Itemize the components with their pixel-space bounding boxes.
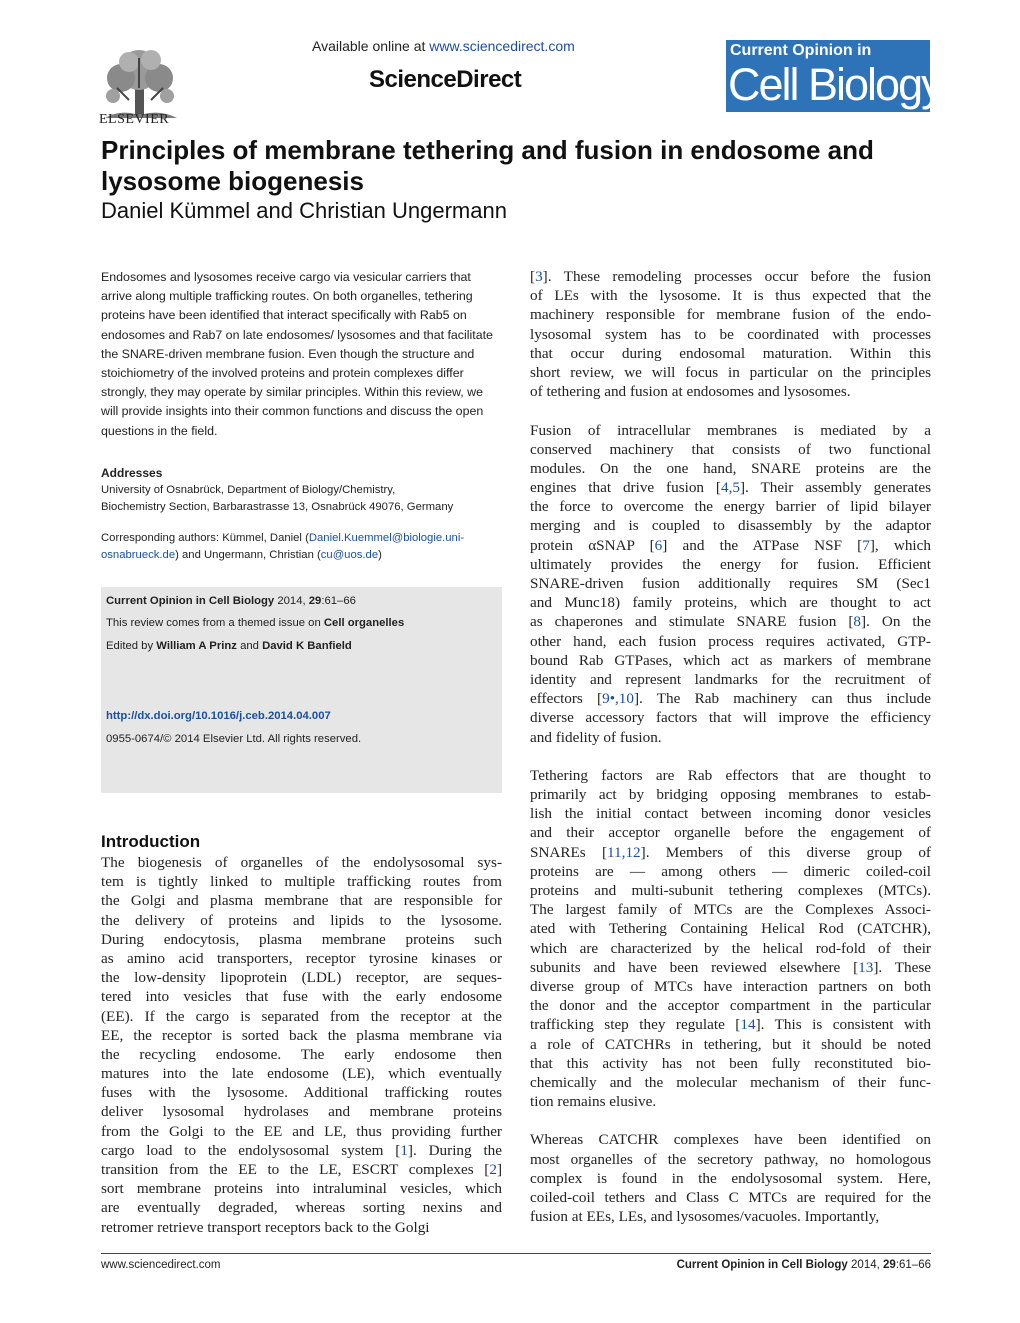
text-line: fusion at EEs, LEs, and lysosomes/vacuoles. Importantly, — [530, 1208, 880, 1226]
editor-1: William A Prinz — [156, 640, 237, 652]
text-line: transition from the EE to the LE, ESCRT complexes [2] — [101, 1161, 502, 1178]
text-line: of LEs with the lysosome. It is thus expected that the — [530, 287, 931, 305]
text-line: (EE). If the cargo is separated from the receptor at the — [101, 1007, 502, 1025]
paragraph-tethering-factors — [530, 766, 931, 1111]
copyright-text: 2014 Elsevier Ltd. All rights reserved. — [174, 733, 362, 745]
text-line: The biogenesis of organelles of the endolysosomal sys- — [101, 854, 502, 871]
text-line: retromer retrieve transport receptors back to the Golgi — [101, 1218, 430, 1236]
text-line: are eventually degraded, whereas sorting nexins and — [101, 1199, 502, 1217]
text-line: lysosomal system has to be coordinated with processes — [530, 325, 931, 343]
right-column — [530, 267, 931, 1246]
text-line: EE, the receptor is sorted back the plasma membrane via — [101, 1026, 502, 1044]
info-journal: Current Opinion in Cell Biology — [106, 595, 275, 607]
text-line: the recycling endosome. The early endosome then — [101, 1045, 502, 1063]
text-line: fuses with the lysosome. Additional trafficking routes — [101, 1084, 502, 1102]
footer-divider — [101, 1253, 931, 1254]
journal-badge — [726, 40, 942, 112]
text-line: matures into the late endosome (LE), which eventually — [101, 1065, 502, 1083]
text-line: chemically and the molecular mechanism of their func- — [530, 1073, 931, 1091]
sciencedirect-link[interactable]: www.sciencedirect.com — [429, 38, 575, 54]
journal-badge-top: Current Opinion in — [730, 42, 872, 59]
text-line: modules. On the one hand, SNARE proteins are the — [530, 459, 931, 477]
text-line: as chaperones and stimulate SNARE fusion [8]. On the — [530, 613, 931, 631]
text-line: coiled-coil tethers and Class C MTCs are required for the — [530, 1189, 931, 1206]
text-line: identity and represent landmarks for the recruitment of — [530, 670, 931, 688]
address-line-2: Biochemistry Section, Barbarastrasse 13, Osnabrück 49076, Germany — [101, 500, 454, 513]
info-volume: 29 — [308, 595, 322, 607]
footer-volume: 29 — [883, 1259, 896, 1271]
journal-badge-main: Cell Biology — [728, 59, 942, 110]
editor-2: David K Banfield — [262, 640, 352, 652]
text-line: from the Golgi to the EE and LE, thus providing further — [101, 1122, 502, 1140]
text-line: the force to overcome the energy barrier of lipid bilayer — [530, 498, 931, 516]
text-line: a role of CATCHRs in tethering, but it should be noted — [530, 1035, 931, 1053]
text-line: engines that drive fusion [4,5]. Their assembly generates — [530, 479, 931, 497]
text-line: as amino acid transporters, receptor tyrosine kinases or — [101, 949, 502, 967]
text-line: Fusion of intracellular membranes is mediated by a — [530, 421, 931, 439]
corresponding-authors — [101, 530, 506, 563]
addresses-heading: Addresses — [101, 466, 163, 480]
text-line: proteins are — among others — dimeric coiled-coil — [530, 862, 931, 880]
edited-prefix: Edited by — [106, 640, 154, 652]
text-line: short review, we will focus in particular on the principles — [530, 363, 931, 381]
info-copyright — [106, 733, 361, 745]
text-line: [3]. These remodeling processes occur before the fusion — [530, 268, 931, 285]
theme-name: Cell organelles — [323, 617, 405, 629]
text-line: ultimately provides the energy for fusion. Efficient — [530, 555, 931, 573]
text-line: tem is tightly linked to multiple trafficking routes from — [101, 873, 502, 891]
abstract: Endosomes and lysosomes receive cargo via vesicular carriers that arrive along multiple trafficking routes. On both organelles, tethering proteins have been identified that interact specifically with Rab5 on endosomes and Rab7 on late endosomes/ lysosomes and that facilitate the SNARE-driven membrane fusion. Even though the structure and stoichiometry of the involved proteins and protein complexes differ strongly, they may operate by similar principles. Within this review, we will provide insights into their common functions and discuss the open questions in the field. — [101, 270, 493, 438]
text-line: that occur during endosomal maturation. Within this — [530, 344, 931, 362]
text-line: of tethering and fusion at endosomes and lysosomes. — [530, 383, 851, 401]
text-line: The largest family of MTCs are the Complexes Associ- — [530, 901, 931, 919]
email-kuemmel-link-a[interactable]: Daniel.Kuemmel@biologie.uni- — [308, 532, 465, 544]
text-line: that this activity has not been fully reconstituted bio- — [530, 1054, 931, 1072]
text-line: effectors [9•,10]. The Rab machinery can thus include — [530, 690, 931, 708]
info-year: 2014, — [277, 595, 306, 607]
text-line: subunits and have been reviewed elsewhere [13]. These — [530, 958, 932, 976]
article-title: Principles of membrane tethering and fusion in endosome and lysosome biogenesis — [101, 135, 874, 196]
text-line: machinery responsible for membrane fusion of the endo- — [530, 306, 931, 324]
footer-year: 2014, — [851, 1259, 880, 1271]
editors-and: and — [240, 640, 259, 652]
footer-journal: Current Opinion in Cell Biology — [676, 1259, 848, 1271]
info-editors — [106, 640, 352, 652]
text-line: and Munc18) family proteins, which are thought to act — [530, 594, 931, 612]
text-line: Tethering factors are Rab effectors that are thought to — [530, 766, 931, 784]
article-authors: Daniel Kümmel and Christian Ungermann — [101, 198, 507, 223]
publisher-name: ELSEVIER — [99, 112, 170, 127]
corresp-middle: ) and Ungermann, Christian ( — [175, 548, 321, 561]
email-ungermann-link[interactable]: cu@uos.de — [320, 548, 379, 561]
text-line: tion remains elusive. — [530, 1093, 657, 1111]
text-line: primarily act by bridging opposing membranes to estab- — [530, 786, 931, 804]
paragraph-catchr — [530, 1130, 931, 1226]
available-online — [312, 38, 575, 54]
text-line: the donor and the acceptor compartment in the particular — [530, 997, 931, 1015]
paragraph-fusion-machinery — [530, 421, 931, 747]
addresses-text — [101, 482, 501, 515]
introduction-body — [101, 853, 502, 1237]
text-line: SNARE-driven fusion additionally requires SM (Sec1 — [530, 575, 931, 592]
footer-pages: :61–66 — [895, 1259, 931, 1271]
footer-url-link[interactable]: www.sciencedirect.com — [101, 1259, 221, 1271]
text-line: conserved machinery that consists of two functional — [530, 440, 931, 458]
issn: 0955-0674/ — [106, 733, 164, 745]
info-pages: :61–66 — [321, 595, 356, 607]
text-line: ated with Tethering Containing Helical Rod (CATCHR), — [530, 920, 931, 938]
text-line: the delivery of proteins and lipids to the lysosome. — [101, 911, 502, 929]
footer-citation — [677, 1259, 931, 1271]
text-line: bound Rab GTPases, which act as markers of membrane — [530, 651, 931, 669]
available-prefix: Available online at — [312, 38, 426, 54]
text-line: tered into vesicles that fuse with the early endosome — [101, 988, 502, 1006]
text-line: Whereas CATCHR complexes have been identified on — [530, 1131, 931, 1149]
paragraph-remodeling — [530, 267, 931, 401]
text-line: trafficking step they regulate [14]. This is consistent with — [530, 1016, 931, 1034]
email-kuemmel-link-b[interactable]: osnabrueck.de — [101, 548, 176, 561]
text-line: which are characterized by the helical rod-fold of their — [530, 939, 931, 957]
text-line: merging and is coupled to disassembly by the adaptor — [530, 517, 931, 535]
theme-prefix: This review comes from a themed issue on — [106, 617, 321, 629]
text-line: the Golgi and plasma membrane that are responsible for — [101, 892, 502, 910]
article-info-box — [101, 587, 502, 793]
text-line: and fidelity of fusion. — [530, 728, 662, 746]
info-citation — [106, 595, 356, 607]
corresp-suffix: ) — [378, 548, 382, 561]
introduction-heading: Introduction — [101, 832, 201, 851]
text-line: protein αSNAP [6] and the ATPase NSF [7], which — [530, 536, 931, 554]
text-line: deliver lysosomal hydrolases and membrane proteins — [101, 1103, 502, 1121]
text-line: cargo load to the endolysosomal system [1]. During the — [101, 1141, 502, 1159]
text-line: other hand, each fusion process requires activated, GTP- — [530, 632, 931, 650]
sciencedirect-brand: ScienceDirect — [369, 66, 522, 93]
text-line: proteins and multi-subunit tethering complexes (MTCs). — [530, 882, 931, 899]
text-line: sort membrane proteins into intraluminal vesicles, which — [101, 1180, 502, 1198]
info-theme — [106, 617, 404, 629]
text-line: diverse accessory factors that will improve the efficiency — [530, 709, 931, 727]
text-line: diverse group of MTCs have interaction partners on both — [530, 977, 931, 995]
text-line: complex is found in the endolysosomal system. Here, — [530, 1169, 931, 1187]
text-line: and their acceptor organelle before the engagement of — [530, 824, 931, 842]
text-line: SNAREs [11,12]. Members of this diverse group of — [530, 843, 931, 861]
text-line: During endocytosis, plasma membrane proteins such — [101, 930, 502, 948]
copyright-icon: © — [163, 733, 172, 745]
text-line: the low-density lipoprotein (LDL) receptor, are seques- — [101, 969, 502, 987]
doi-link[interactable]: http://dx.doi.org/10.1016/j.ceb.2014.04.007 — [106, 710, 331, 722]
corresp-prefix: Corresponding authors: Kümmel, Daniel ( — [101, 532, 309, 544]
text-line: most organelles of the secretory pathway, no homologous — [530, 1150, 931, 1168]
text-line: lish the initial contact between incoming donor vesicles — [530, 805, 931, 823]
address-line-1: University of Osnabrück, Department of Biology/Chemistry, — [101, 484, 396, 496]
